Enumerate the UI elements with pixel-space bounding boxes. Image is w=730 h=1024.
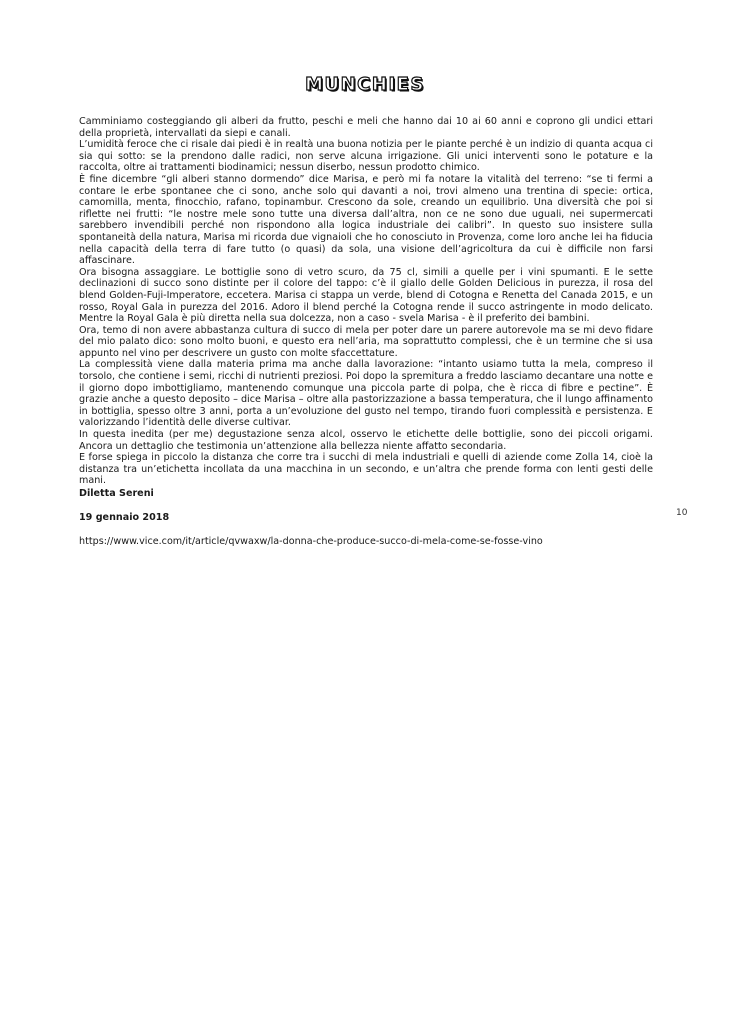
paragraph: Ora bisogna assaggiare. Le bottiglie sono di vetro scuro, da 75 cl, simili a quelle per i vini spumanti. E le sette declinazioni di succo sono distinte per il colore del tappo: c’è il giallo delle Golden Delicious in purezza, il rosa del blend Golden-Fuji-Imperatore, eccetera. Marisa ci stappa un verde, blend di Cotogna e Renetta del Canada 2015, e un rosso, Royal Gala in purezza del 2016. Adoro il blend perché la Cotogna rende il succo astringente in modo delicato. Mentre la Royal Gala è più diretta nella sua dolcezza, non a caso - svela Marisa - è il preferito dei bambini. (79, 266, 653, 325)
munchies-logo: MUNCHIES (305, 74, 425, 95)
paragraph: E forse spiega in piccolo la distanza che corre tra i succhi di mela industriali e quelli di aziende come Zolla 14, cioè la distanza tra un’etichetta incollata da una macchina in un secondo, e un’altra che prende forma con lenti gesti delle mani. (79, 452, 653, 487)
author-name: Diletta Sereni (79, 488, 154, 499)
paragraph: L’umidità feroce che ci risale dai piedi è in realtà una buona notizia per le piante perché è un indizio di quanta acqua ci sia qui sotto: se la prendono dalle radici, non serve alcuna irrigazione. Gli unici interventi sono le potature e la raccolta, oltre ai trattamenti biodinamici; nessun diserbo, nessun prodotto chimico. (79, 139, 653, 174)
publication-date: 19 gennaio 2018 (79, 512, 170, 523)
paragraph: Camminiamo costeggiando gli alberi da frutto, peschi e meli che hanno dai 10 ai 60 anni e coprono gli undici ettari della proprietà, intervallati da siepi e canali. (79, 116, 653, 139)
paragraph: È fine dicembre “gli alberi stanno dormendo” dice Marisa, e però mi fa notare la vitalità del terreno: “se ti fermi a contare le erbe spontanee che ci sono, anche solo qui davanti a noi, trovi almeno una trentina di specie: ortica, camomilla, menta, finocchio, rafano, topinambur. Crescono da sole, creando un equilibrio. Una diversità che poi si riflette nei frutti: “le nostre mele sono tutte una diversa dall’altra, non ce ne sono due uguali, nei supermercati sarebbero invendibili perché non rispondono alla logica industriale dei calibri”. In questo suo insistere sulla spontaneità della natura, Marisa mi ricorda due vignaioli che ho conosciuto in Provenza, come loro anche lei ha fiducia nella capacità della terra di fare tutto (o quasi) da sola, una visione dell’agricoltura da cui è difficile non farsi affascinare. (79, 173, 653, 267)
source-url: https://www.vice.com/it/article/qvwaxw/la-donna-che-produce-succo-di-mela-come-se-fosse-vino (79, 536, 543, 547)
paragraph: In questa inedita (per me) degustazione senza alcol, osservo le etichette delle bottiglie, sono dei piccoli origami. Ancora un dettaglio che testimonia un’attenzione alla bellezza niente affatto secondaria. (79, 429, 653, 452)
article-body (79, 116, 653, 487)
paragraph: Ora, temo di non avere abbastanza cultura di succo di mela per poter dare un parere autorevole ma se mi devo fidare del mio palato dico: sono molto buoni, e questo era nell’aria, ma soprattutto complessi, che è un termine che si usa appunto nel vino per descrivere un gusto con molte sfaccettature. (79, 324, 653, 359)
paragraph: La complessità viene dalla materia prima ma anche dalla lavorazione: “intanto usiamo tutta la mela, compreso il torsolo, che contiene i semi, ricchi di nutrienti preziosi. Poi dopo la spremitura a freddo lasciamo decantare una notte e il giorno dopo imbottigliamo, mantenendo comunque una piccola parte di polpa, che è ricca di fibre e pectine”. È grazie anche a questo deposito – dice Marisa – oltre alla pastorizzazione a bassa temperatura, che il lungo affinamento in bottiglia, spesso oltre 3 anni, porta a un’evoluzione del gusto nel tempo, tirando fuori complessità e persistenza. E valorizzando l’identità delle diverse cultivar. (79, 359, 653, 429)
page-number: 10 (676, 508, 688, 518)
